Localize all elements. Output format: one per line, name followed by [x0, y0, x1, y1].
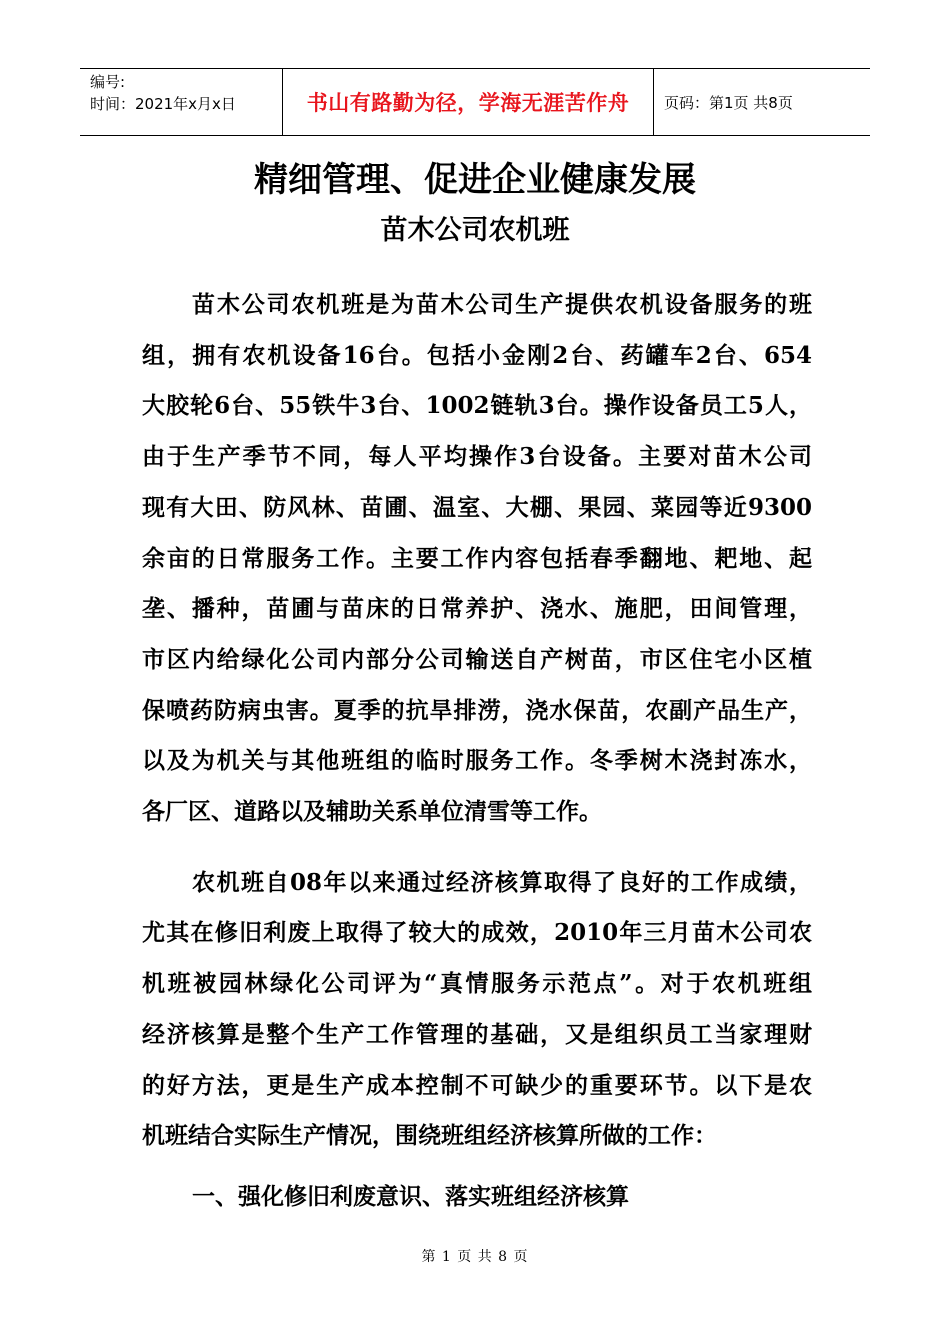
page-footer: 第 1 页 共 8 页 [421, 1249, 529, 1265]
document-subtitle: 苗木公司农机班 [380, 215, 570, 246]
text-line: 大胶轮6台、55铁牛3台、1002链轨3台。操作设备员工5人， [142, 392, 812, 420]
section-heading: 一、强化修旧利废意识、落实班组经济核算 [192, 1183, 629, 1210]
text-line: 苗木公司农机班是为苗木公司生产提供农机设备服务的班 [192, 291, 812, 318]
text-line: 余亩的日常服务工作。主要工作内容包括春季翻地、耙地、起 [142, 544, 812, 572]
text-line: 由于生产季节不同，每人平均操作3台设备。主要对苗木公司 [142, 443, 812, 471]
text-line: 保喷药防病虫害。夏季的抗旱排涝，浇水保苗，农副产品生产， [142, 696, 812, 724]
document-body [142, 280, 812, 1162]
header-motto: 书山有路勤为径，学海无涯苦作舟 [306, 91, 630, 115]
document-header [80, 68, 870, 136]
text-line: 组，拥有农机设备16台。包括小金刚2台、药罐车2台、654 [142, 341, 812, 369]
header-meta [80, 69, 282, 135]
text-line: 现有大田、防风林、苗圃、温室、大棚、果园、菜园等近9300 [142, 493, 812, 521]
text-line: 尤其在修旧利废上取得了较大的成效，2010年三月苗木公司农 [142, 919, 812, 947]
text-line: 市区内给绿化公司内部分公司输送自产树苗，市区住宅小区植 [142, 645, 812, 673]
paragraph-2 [142, 858, 812, 1162]
text-line: 以及为机关与其他班组的临时服务工作。冬季树木浇封冻水， [142, 747, 812, 775]
header-page-cell [654, 69, 870, 135]
text-line: 各厂区、道路以及辅助关系单位清雪等工作。 [142, 798, 602, 826]
document-time-label: 时间：2021年x月x日 [90, 95, 236, 113]
text-line: 机班结合实际生产情况，围绕班组经济核算所做的工作： [142, 1122, 717, 1150]
text-line: 机班被园林绿化公司评为“真情服务示范点”。对于农机班组 [142, 970, 812, 998]
header-motto-cell [282, 69, 654, 135]
document-title: 精细管理、促进企业健康发展 [254, 160, 696, 200]
text-line: 农机班自08年以来通过经济核算取得了良好的工作成绩， [192, 868, 812, 896]
text-line: 经济核算是整个生产工作管理的基础，又是组织员工当家理财 [142, 1020, 812, 1048]
paragraph-gap [142, 838, 812, 858]
text-line: 垄、播种，苗圃与苗床的日常养护、浇水、施肥，田间管理， [142, 595, 812, 623]
text-line: 的好方法，更是生产成本控制不可缺少的重要环节。以下是农 [142, 1071, 812, 1099]
paragraph-1 [142, 280, 812, 838]
document-number-label: 编号: [90, 73, 126, 91]
header-page-label: 页码：第1页 共8页 [664, 93, 793, 112]
